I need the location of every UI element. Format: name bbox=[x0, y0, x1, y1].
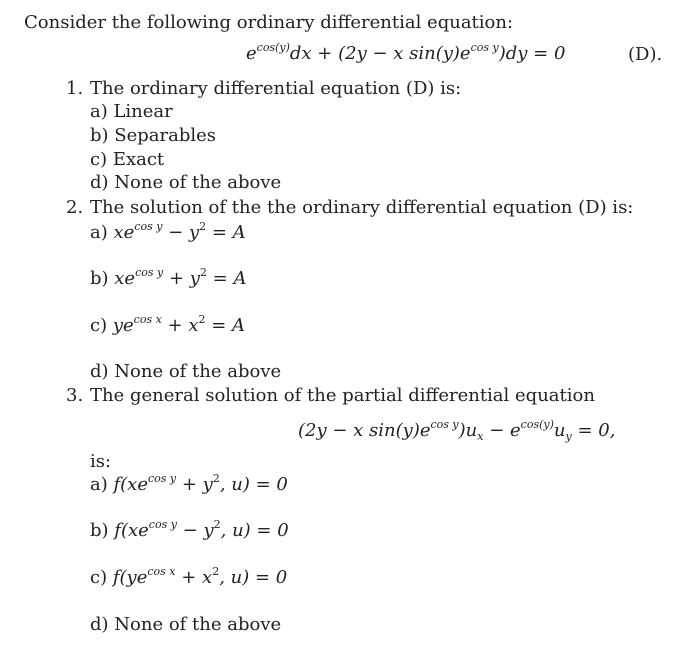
q2-option-d: d) None of the above bbox=[90, 361, 282, 382]
pde-equation: (2y − x $\sin(y)e^{cos y})u_x - e^{cos(y)}u_y = 0$, bbox=[298, 418, 616, 443]
q1-option-b: b) Separables bbox=[90, 125, 217, 146]
intro-text: Consider the following ordinary differential equation: bbox=[24, 12, 514, 33]
q3-option-c: c) $f(ye^{cos x} + x^2$, u) = 0 bbox=[90, 565, 288, 588]
q2-option-c: c) $ye^{cos x} + x^2 = A$ bbox=[90, 313, 246, 336]
q1-option-c: c) Exact bbox=[90, 149, 165, 170]
q3-option-d: d) None of the above bbox=[90, 614, 282, 635]
q3-option-b: b) $f(xe^{cos y} - y^2$, u) = 0 bbox=[90, 518, 289, 541]
main-equation: $e^{cos(y)}dx + (2y - x$ $\sin(y)e^{cos y})dy = 0$ bbox=[246, 41, 566, 64]
is-label: is: bbox=[90, 451, 112, 472]
q2-option-a: a) $xe^{cos y} - y^2 = A$ bbox=[90, 220, 246, 243]
equation-label: (D). bbox=[628, 44, 663, 65]
q2-option-b: b) $xe^{cos y} + y^2 = A$ bbox=[90, 266, 247, 289]
question-2: 2. The solution of the the ordinary differential equation (D) is: bbox=[66, 197, 634, 218]
question-1: 1. The ordinary differential equation (D) is: bbox=[66, 78, 462, 99]
q3-option-a: a) $f(xe^{cos y} + y^2$, u) = 0 bbox=[90, 472, 288, 495]
q1-option-d: d) None of the above bbox=[90, 172, 282, 193]
q1-option-a: a) Linear bbox=[90, 101, 173, 122]
question-3: 3. The general solution of the partial differential equation bbox=[66, 385, 595, 406]
